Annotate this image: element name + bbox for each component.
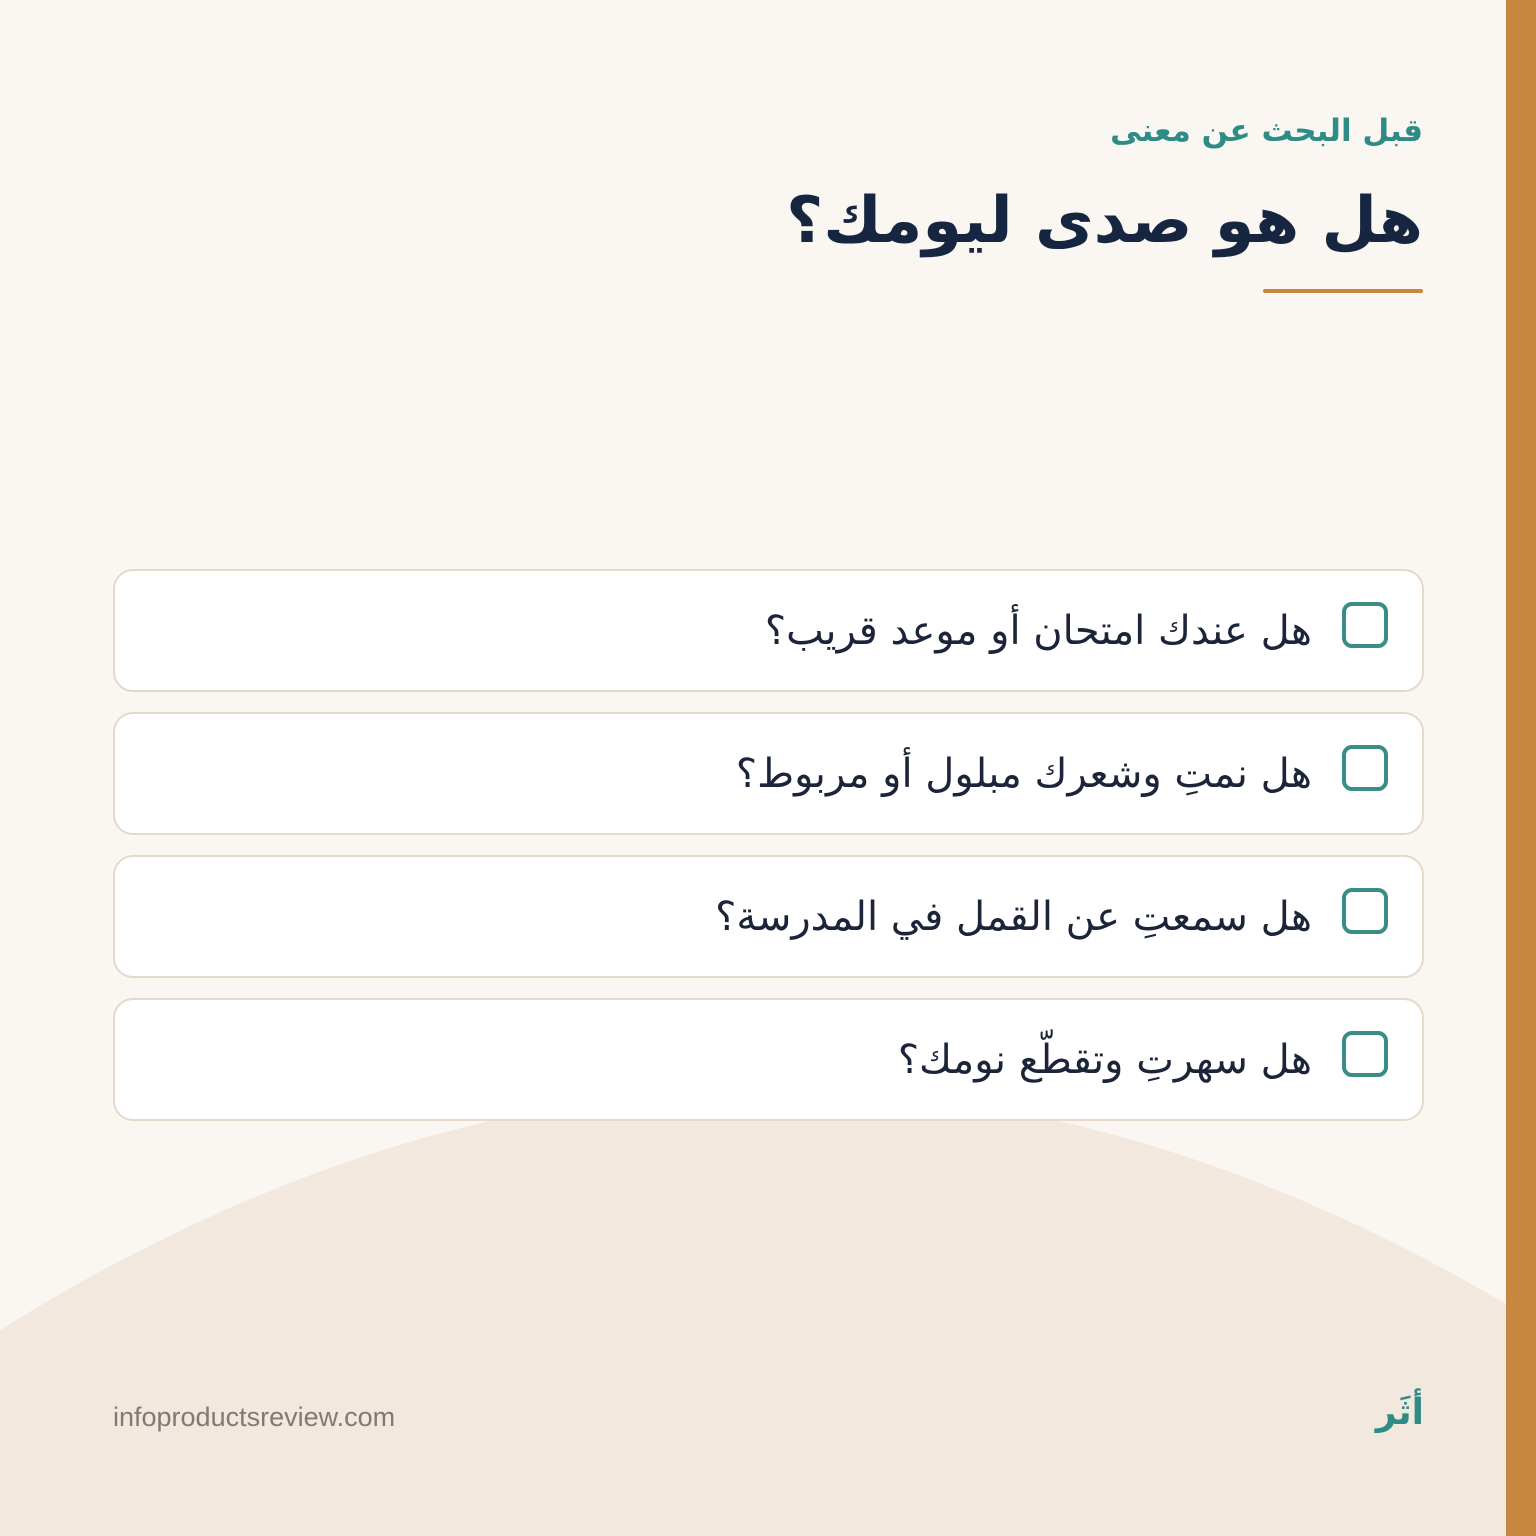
checklist-item-label: هل عندك امتحان أو موعد قريب؟: [764, 607, 1312, 654]
checkbox[interactable]: [1342, 1031, 1388, 1077]
checklist-item[interactable]: [113, 569, 1424, 692]
checklist: [113, 569, 1424, 1141]
checklist-item[interactable]: [113, 998, 1424, 1121]
checkbox[interactable]: [1342, 888, 1388, 934]
title-underline: [1263, 289, 1423, 293]
checklist-item[interactable]: [113, 712, 1424, 835]
checklist-item-label: هل سمعتِ عن القمل في المدرسة؟: [715, 893, 1312, 940]
eyebrow-label: قبل البحث عن معنى: [1110, 113, 1423, 149]
page-title: هل هو صدى ليومك؟: [786, 184, 1423, 258]
header: [786, 108, 1423, 266]
background-arc: [0, 1090, 1506, 1536]
brand-logo: أثَر: [1375, 1392, 1424, 1433]
footer-url[interactable]: infoproductsreview.com: [113, 1402, 396, 1432]
accent-side-bar: [1506, 0, 1536, 1536]
checkbox[interactable]: [1342, 745, 1388, 791]
checklist-item-label: هل نمتِ وشعرك مبلول أو مربوط؟: [735, 750, 1312, 797]
checklist-item-label: هل سهرتِ وتقطّع نومك؟: [897, 1036, 1312, 1083]
checklist-item[interactable]: [113, 855, 1424, 978]
checkbox[interactable]: [1342, 602, 1388, 648]
